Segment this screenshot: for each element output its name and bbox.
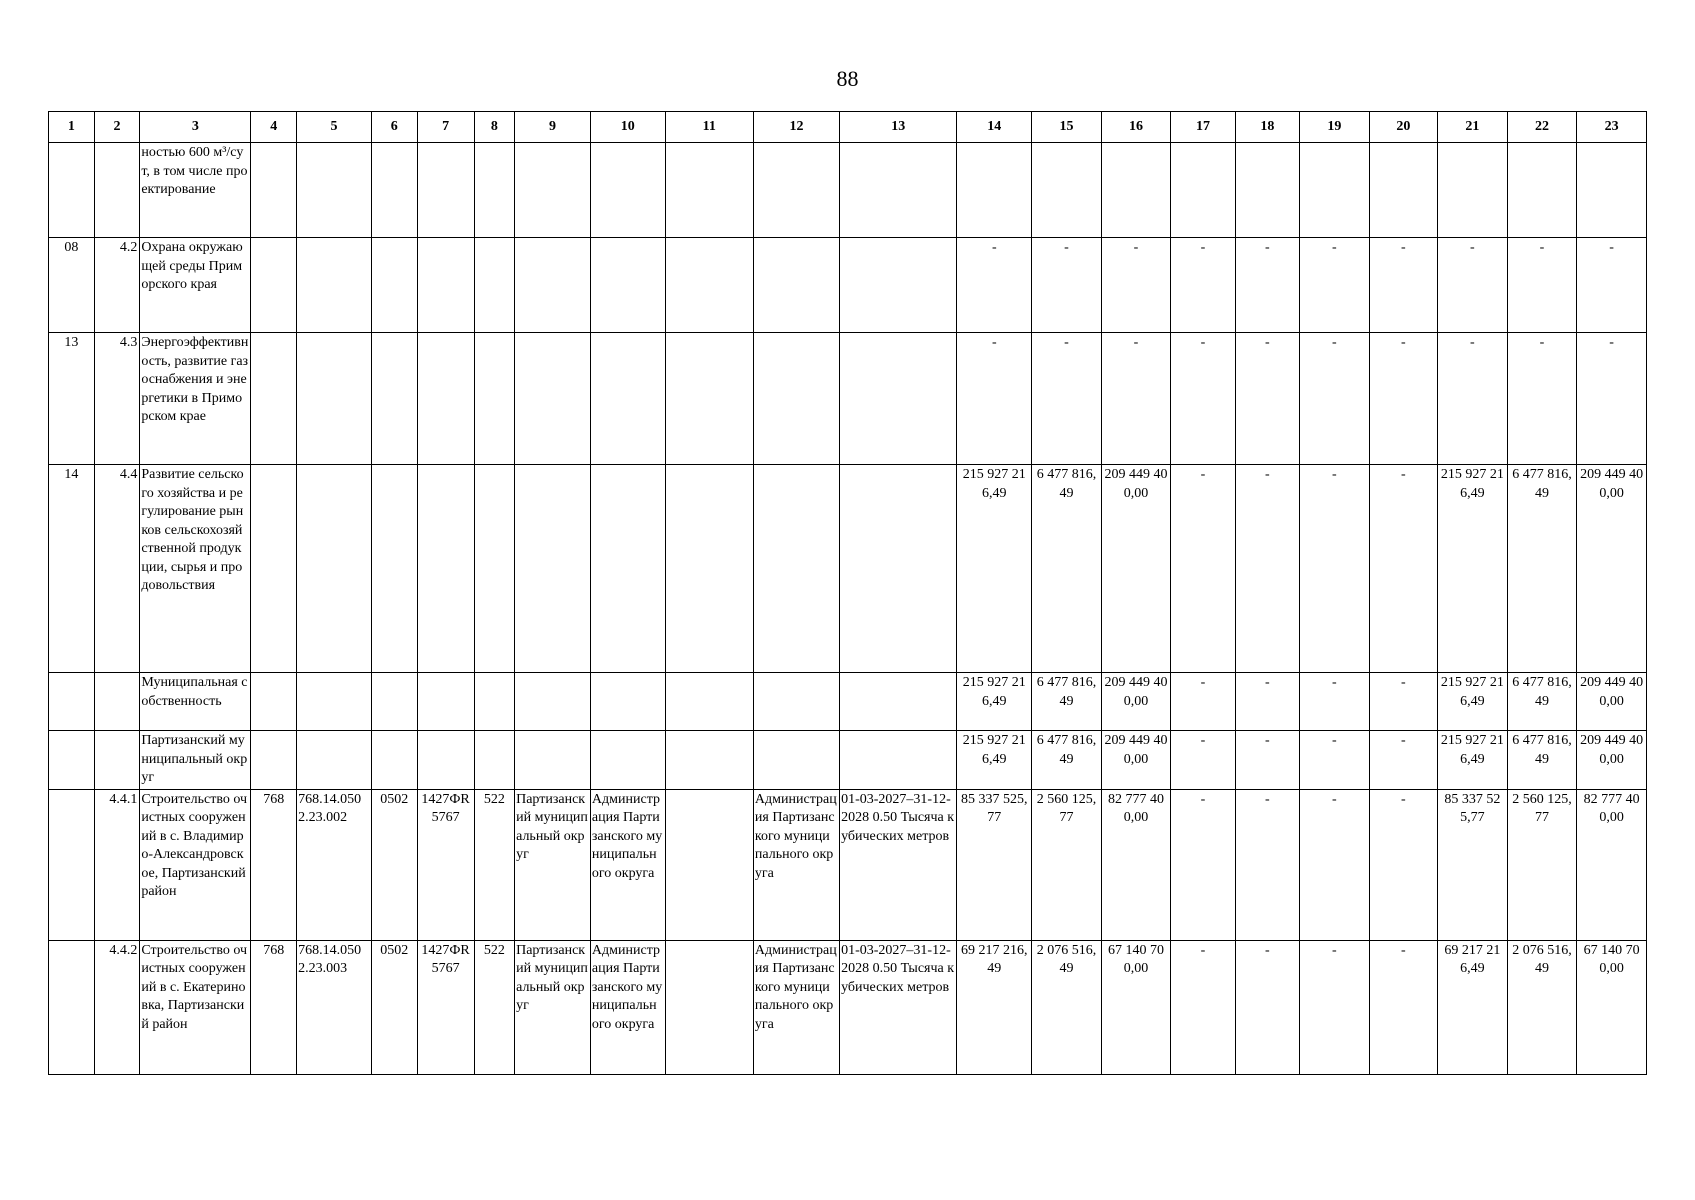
table-cell-col-18: -: [1235, 789, 1299, 940]
table-cell-col-18: -: [1235, 940, 1299, 1074]
page-number: 88: [836, 66, 859, 91]
table-cell-col-7: [417, 143, 474, 238]
table-cell-col-22: -: [1507, 333, 1577, 465]
table-cell-col-16: 209 449 400,00: [1101, 673, 1171, 731]
table-cell-col-8: [474, 333, 514, 465]
table-cell-col-21: 85 337 525,77: [1438, 789, 1508, 940]
table-cell-col-8: 522: [474, 789, 514, 940]
table-cell-col-2: [94, 673, 140, 731]
column-header: 4: [251, 112, 297, 143]
table-cell-col-3: Развитие сельского хозяйства и регулирование рынков сельскохозяйственной продукции, сырья и продовольствия: [140, 465, 251, 673]
table-cell-col-23: [1577, 143, 1647, 238]
table-cell-col-4: 768: [251, 940, 297, 1074]
table-cell-col-8: [474, 238, 514, 333]
table-row: [49, 238, 1647, 333]
table-cell-col-4: [251, 731, 297, 790]
table-cell-col-19: -: [1300, 673, 1370, 731]
table-cell-col-4: [251, 333, 297, 465]
table-cell-col-16: [1101, 143, 1171, 238]
table-cell-col-1: [49, 673, 95, 731]
table-cell-col-1: 08: [49, 238, 95, 333]
table-cell-col-20: -: [1369, 673, 1438, 731]
table-cell-col-2: [94, 143, 140, 238]
table-row: [49, 143, 1647, 238]
budget-table: [48, 111, 1647, 1075]
table-cell-col-23: 209 449 400,00: [1577, 673, 1647, 731]
table-cell-col-16: -: [1101, 238, 1171, 333]
table-cell-col-15: 6 477 816,49: [1032, 673, 1102, 731]
table-cell-col-4: [251, 143, 297, 238]
table-row: [49, 465, 1647, 673]
table-cell-col-10: [590, 465, 665, 673]
table-cell-col-6: [371, 731, 417, 790]
table-cell-col-3: Строительство очистных сооружений в с. Владимиро-Александровское, Партизанский район: [140, 789, 251, 940]
table-cell-col-12: [753, 673, 839, 731]
table-cell-col-22: 6 477 816,49: [1507, 673, 1577, 731]
table-cell-col-10: [590, 673, 665, 731]
table-cell-col-9: [515, 333, 591, 465]
table-cell-col-10: Администрация Партизанского муниципального округа: [590, 789, 665, 940]
table-cell-col-13: [840, 673, 957, 731]
table-cell-col-20: -: [1369, 940, 1438, 1074]
table-cell-col-22: [1507, 143, 1577, 238]
table-cell-col-12: Администрация Партизанского муниципального округа: [753, 789, 839, 940]
table-cell-col-15: -: [1032, 238, 1102, 333]
table-cell-col-12: [753, 143, 839, 238]
table-row: [49, 333, 1647, 465]
table-cell-col-12: [753, 238, 839, 333]
column-header: 22: [1507, 112, 1577, 143]
table-cell-col-12: [753, 731, 839, 790]
table-cell-col-10: Администрация Партизанского муниципального округа: [590, 940, 665, 1074]
table-cell-col-20: -: [1369, 731, 1438, 790]
table-cell-col-16: 67 140 700,00: [1101, 940, 1171, 1074]
table-cell-col-9: [515, 238, 591, 333]
table-cell-col-18: -: [1235, 731, 1299, 790]
table-cell-col-5: [297, 673, 372, 731]
table-row: [49, 731, 1647, 790]
table-cell-col-11: [665, 238, 753, 333]
table-cell-col-8: 522: [474, 940, 514, 1074]
table-cell-col-16: 209 449 400,00: [1101, 731, 1171, 790]
table-cell-col-7: [417, 333, 474, 465]
table-cell-col-11: [665, 940, 753, 1074]
table-cell-col-3: Муниципальная собственность: [140, 673, 251, 731]
table-cell-col-6: [371, 465, 417, 673]
table-cell-col-11: [665, 143, 753, 238]
table-cell-col-9: Партизанский муниципальный округ: [515, 789, 591, 940]
header-row: [49, 112, 1647, 143]
table-cell-col-16: -: [1101, 333, 1171, 465]
table-cell-col-17: [1171, 143, 1235, 238]
table-cell-col-2: [94, 731, 140, 790]
table-cell-col-14: 215 927 216,49: [957, 465, 1032, 673]
table-cell-col-17: -: [1171, 673, 1235, 731]
table-cell-col-23: -: [1577, 238, 1647, 333]
column-header: 14: [957, 112, 1032, 143]
column-header: 1: [49, 112, 95, 143]
table-cell-col-10: [590, 333, 665, 465]
table-cell-col-6: [371, 333, 417, 465]
table-cell-col-15: 2 560 125,77: [1032, 789, 1102, 940]
table-cell-col-21: -: [1438, 238, 1508, 333]
table-cell-col-14: 215 927 216,49: [957, 731, 1032, 790]
column-header: 17: [1171, 112, 1235, 143]
table-cell-col-18: -: [1235, 465, 1299, 673]
table-row: [49, 940, 1647, 1074]
table-cell-col-7: [417, 465, 474, 673]
table-cell-col-9: [515, 465, 591, 673]
table-cell-col-3: Охрана окружающей среды Приморского края: [140, 238, 251, 333]
column-header: 7: [417, 112, 474, 143]
table-cell-col-16: 82 777 400,00: [1101, 789, 1171, 940]
table-cell-col-8: [474, 731, 514, 790]
table-cell-col-15: [1032, 143, 1102, 238]
table-cell-col-1: [49, 789, 95, 940]
table-cell-col-18: -: [1235, 673, 1299, 731]
column-header: 5: [297, 112, 372, 143]
table-cell-col-21: [1438, 143, 1508, 238]
table-cell-col-11: [665, 731, 753, 790]
table-cell-col-9: [515, 143, 591, 238]
column-header: 2: [94, 112, 140, 143]
table-cell-col-21: 69 217 216,49: [1438, 940, 1508, 1074]
table-cell-col-21: 215 927 216,49: [1438, 731, 1508, 790]
table-cell-col-6: [371, 673, 417, 731]
table-cell-col-13: [840, 465, 957, 673]
table-cell-col-8: [474, 143, 514, 238]
table-cell-col-23: -: [1577, 333, 1647, 465]
table-cell-col-20: [1369, 143, 1438, 238]
table-cell-col-11: [665, 465, 753, 673]
table-cell-col-4: [251, 673, 297, 731]
table-cell-col-23: 209 449 400,00: [1577, 465, 1647, 673]
table-cell-col-21: 215 927 216,49: [1438, 465, 1508, 673]
table-cell-col-7: [417, 238, 474, 333]
table-cell-col-1: [49, 940, 95, 1074]
column-header: 16: [1101, 112, 1171, 143]
table-cell-col-19: -: [1300, 940, 1370, 1074]
table-cell-col-14: 215 927 216,49: [957, 673, 1032, 731]
table-cell-col-6: [371, 143, 417, 238]
column-header: 23: [1577, 112, 1647, 143]
table-cell-col-13: 01-03-2027–31-12-2028 0.50 Тысяча кубических метров: [840, 940, 957, 1074]
table-cell-col-1: [49, 143, 95, 238]
table-cell-col-19: -: [1300, 789, 1370, 940]
table-cell-col-13: [840, 238, 957, 333]
table-cell-col-3: Партизанский муниципальный округ: [140, 731, 251, 790]
table-cell-col-15: 6 477 816,49: [1032, 731, 1102, 790]
table-cell-col-7: [417, 731, 474, 790]
table-cell-col-9: [515, 673, 591, 731]
column-header: 13: [840, 112, 957, 143]
column-header: 3: [140, 112, 251, 143]
table-cell-col-23: 67 140 700,00: [1577, 940, 1647, 1074]
table-cell-col-5: [297, 465, 372, 673]
table-cell-col-9: Партизанский муниципальный округ: [515, 940, 591, 1074]
table-cell-col-20: -: [1369, 238, 1438, 333]
table-cell-col-6: [371, 238, 417, 333]
table-cell-col-23: 209 449 400,00: [1577, 731, 1647, 790]
table-cell-col-11: [665, 333, 753, 465]
table-cell-col-18: -: [1235, 238, 1299, 333]
table-cell-col-10: [590, 731, 665, 790]
table-cell-col-4: [251, 238, 297, 333]
table-cell-col-7: 1427ФR5767: [417, 940, 474, 1074]
table-cell-col-19: -: [1300, 731, 1370, 790]
table-cell-col-22: -: [1507, 238, 1577, 333]
table-cell-col-22: 2 076 516,49: [1507, 940, 1577, 1074]
column-header: 6: [371, 112, 417, 143]
table-cell-col-19: -: [1300, 333, 1370, 465]
table-cell-col-14: 69 217 216,49: [957, 940, 1032, 1074]
table-cell-col-4: 768: [251, 789, 297, 940]
table-cell-col-5: [297, 143, 372, 238]
table-cell-col-13: [840, 731, 957, 790]
table-cell-col-19: -: [1300, 465, 1370, 673]
table-cell-col-13: [840, 143, 957, 238]
table-cell-col-2: 4.4: [94, 465, 140, 673]
table-cell-col-11: [665, 789, 753, 940]
table-cell-col-22: 2 560 125,77: [1507, 789, 1577, 940]
table-cell-col-3: ностью 600 м³/сут, в том числе проектирование: [140, 143, 251, 238]
column-header: 21: [1438, 112, 1508, 143]
column-header: 15: [1032, 112, 1102, 143]
table-cell-col-2: 4.4.1: [94, 789, 140, 940]
column-header: 10: [590, 112, 665, 143]
column-header: 12: [753, 112, 839, 143]
table-cell-col-17: -: [1171, 940, 1235, 1074]
table-cell-col-18: -: [1235, 333, 1299, 465]
table-cell-col-4: [251, 465, 297, 673]
table-cell-col-17: -: [1171, 465, 1235, 673]
table-cell-col-2: 4.2: [94, 238, 140, 333]
table-cell-col-22: 6 477 816,49: [1507, 731, 1577, 790]
table-cell-col-10: [590, 143, 665, 238]
column-header: 18: [1235, 112, 1299, 143]
table-cell-col-14: 85 337 525,77: [957, 789, 1032, 940]
column-header: 11: [665, 112, 753, 143]
table-cell-col-2: 4.4.2: [94, 940, 140, 1074]
table-cell-col-3: Строительство очистных сооружений в с. Екатериновка, Партизанский район: [140, 940, 251, 1074]
table-cell-col-20: -: [1369, 789, 1438, 940]
table-cell-col-14: [957, 143, 1032, 238]
table-cell-col-1: [49, 731, 95, 790]
table-cell-col-5: [297, 731, 372, 790]
table-cell-col-5: 768.14.0502.23.002: [297, 789, 372, 940]
table-cell-col-20: -: [1369, 333, 1438, 465]
table-cell-col-19: -: [1300, 238, 1370, 333]
table-cell-col-5: [297, 333, 372, 465]
table-cell-col-23: 82 777 400,00: [1577, 789, 1647, 940]
table-cell-col-15: 2 076 516,49: [1032, 940, 1102, 1074]
table-cell-col-7: 1427ФR5767: [417, 789, 474, 940]
table-cell-col-17: -: [1171, 333, 1235, 465]
table-cell-col-5: [297, 238, 372, 333]
table-cell-col-7: [417, 673, 474, 731]
table-cell-col-6: 0502: [371, 789, 417, 940]
table-cell-col-12: Администрация Партизанского муниципального округа: [753, 940, 839, 1074]
column-header: 9: [515, 112, 591, 143]
table-cell-col-14: -: [957, 238, 1032, 333]
table-cell-col-21: -: [1438, 333, 1508, 465]
table-cell-col-22: 6 477 816,49: [1507, 465, 1577, 673]
table-cell-col-17: -: [1171, 238, 1235, 333]
column-header: 8: [474, 112, 514, 143]
table-cell-col-17: -: [1171, 789, 1235, 940]
column-header: 20: [1369, 112, 1438, 143]
table-cell-col-8: [474, 465, 514, 673]
table-cell-col-13: 01-03-2027–31-12-2028 0.50 Тысяча кубических метров: [840, 789, 957, 940]
table-cell-col-1: 13: [49, 333, 95, 465]
table-cell-col-10: [590, 238, 665, 333]
column-header: 19: [1300, 112, 1370, 143]
table-cell-col-8: [474, 673, 514, 731]
table-cell-col-12: [753, 333, 839, 465]
table-cell-col-20: -: [1369, 465, 1438, 673]
table-cell-col-5: 768.14.0502.23.003: [297, 940, 372, 1074]
table-row: [49, 789, 1647, 940]
table-cell-col-19: [1300, 143, 1370, 238]
table-cell-col-15: 6 477 816,49: [1032, 465, 1102, 673]
table-cell-col-2: 4.3: [94, 333, 140, 465]
table-cell-col-1: 14: [49, 465, 95, 673]
table-row: [49, 673, 1647, 731]
table-cell-col-3: Энергоэффективность, развитие газоснабжения и энергетики в Приморском крае: [140, 333, 251, 465]
table-cell-col-16: 209 449 400,00: [1101, 465, 1171, 673]
table-cell-col-21: 215 927 216,49: [1438, 673, 1508, 731]
table-cell-col-12: [753, 465, 839, 673]
table-cell-col-15: -: [1032, 333, 1102, 465]
table-cell-col-17: -: [1171, 731, 1235, 790]
table-cell-col-11: [665, 673, 753, 731]
table-cell-col-9: [515, 731, 591, 790]
table-cell-col-6: 0502: [371, 940, 417, 1074]
table-cell-col-13: [840, 333, 957, 465]
table-cell-col-18: [1235, 143, 1299, 238]
table-cell-col-14: -: [957, 333, 1032, 465]
